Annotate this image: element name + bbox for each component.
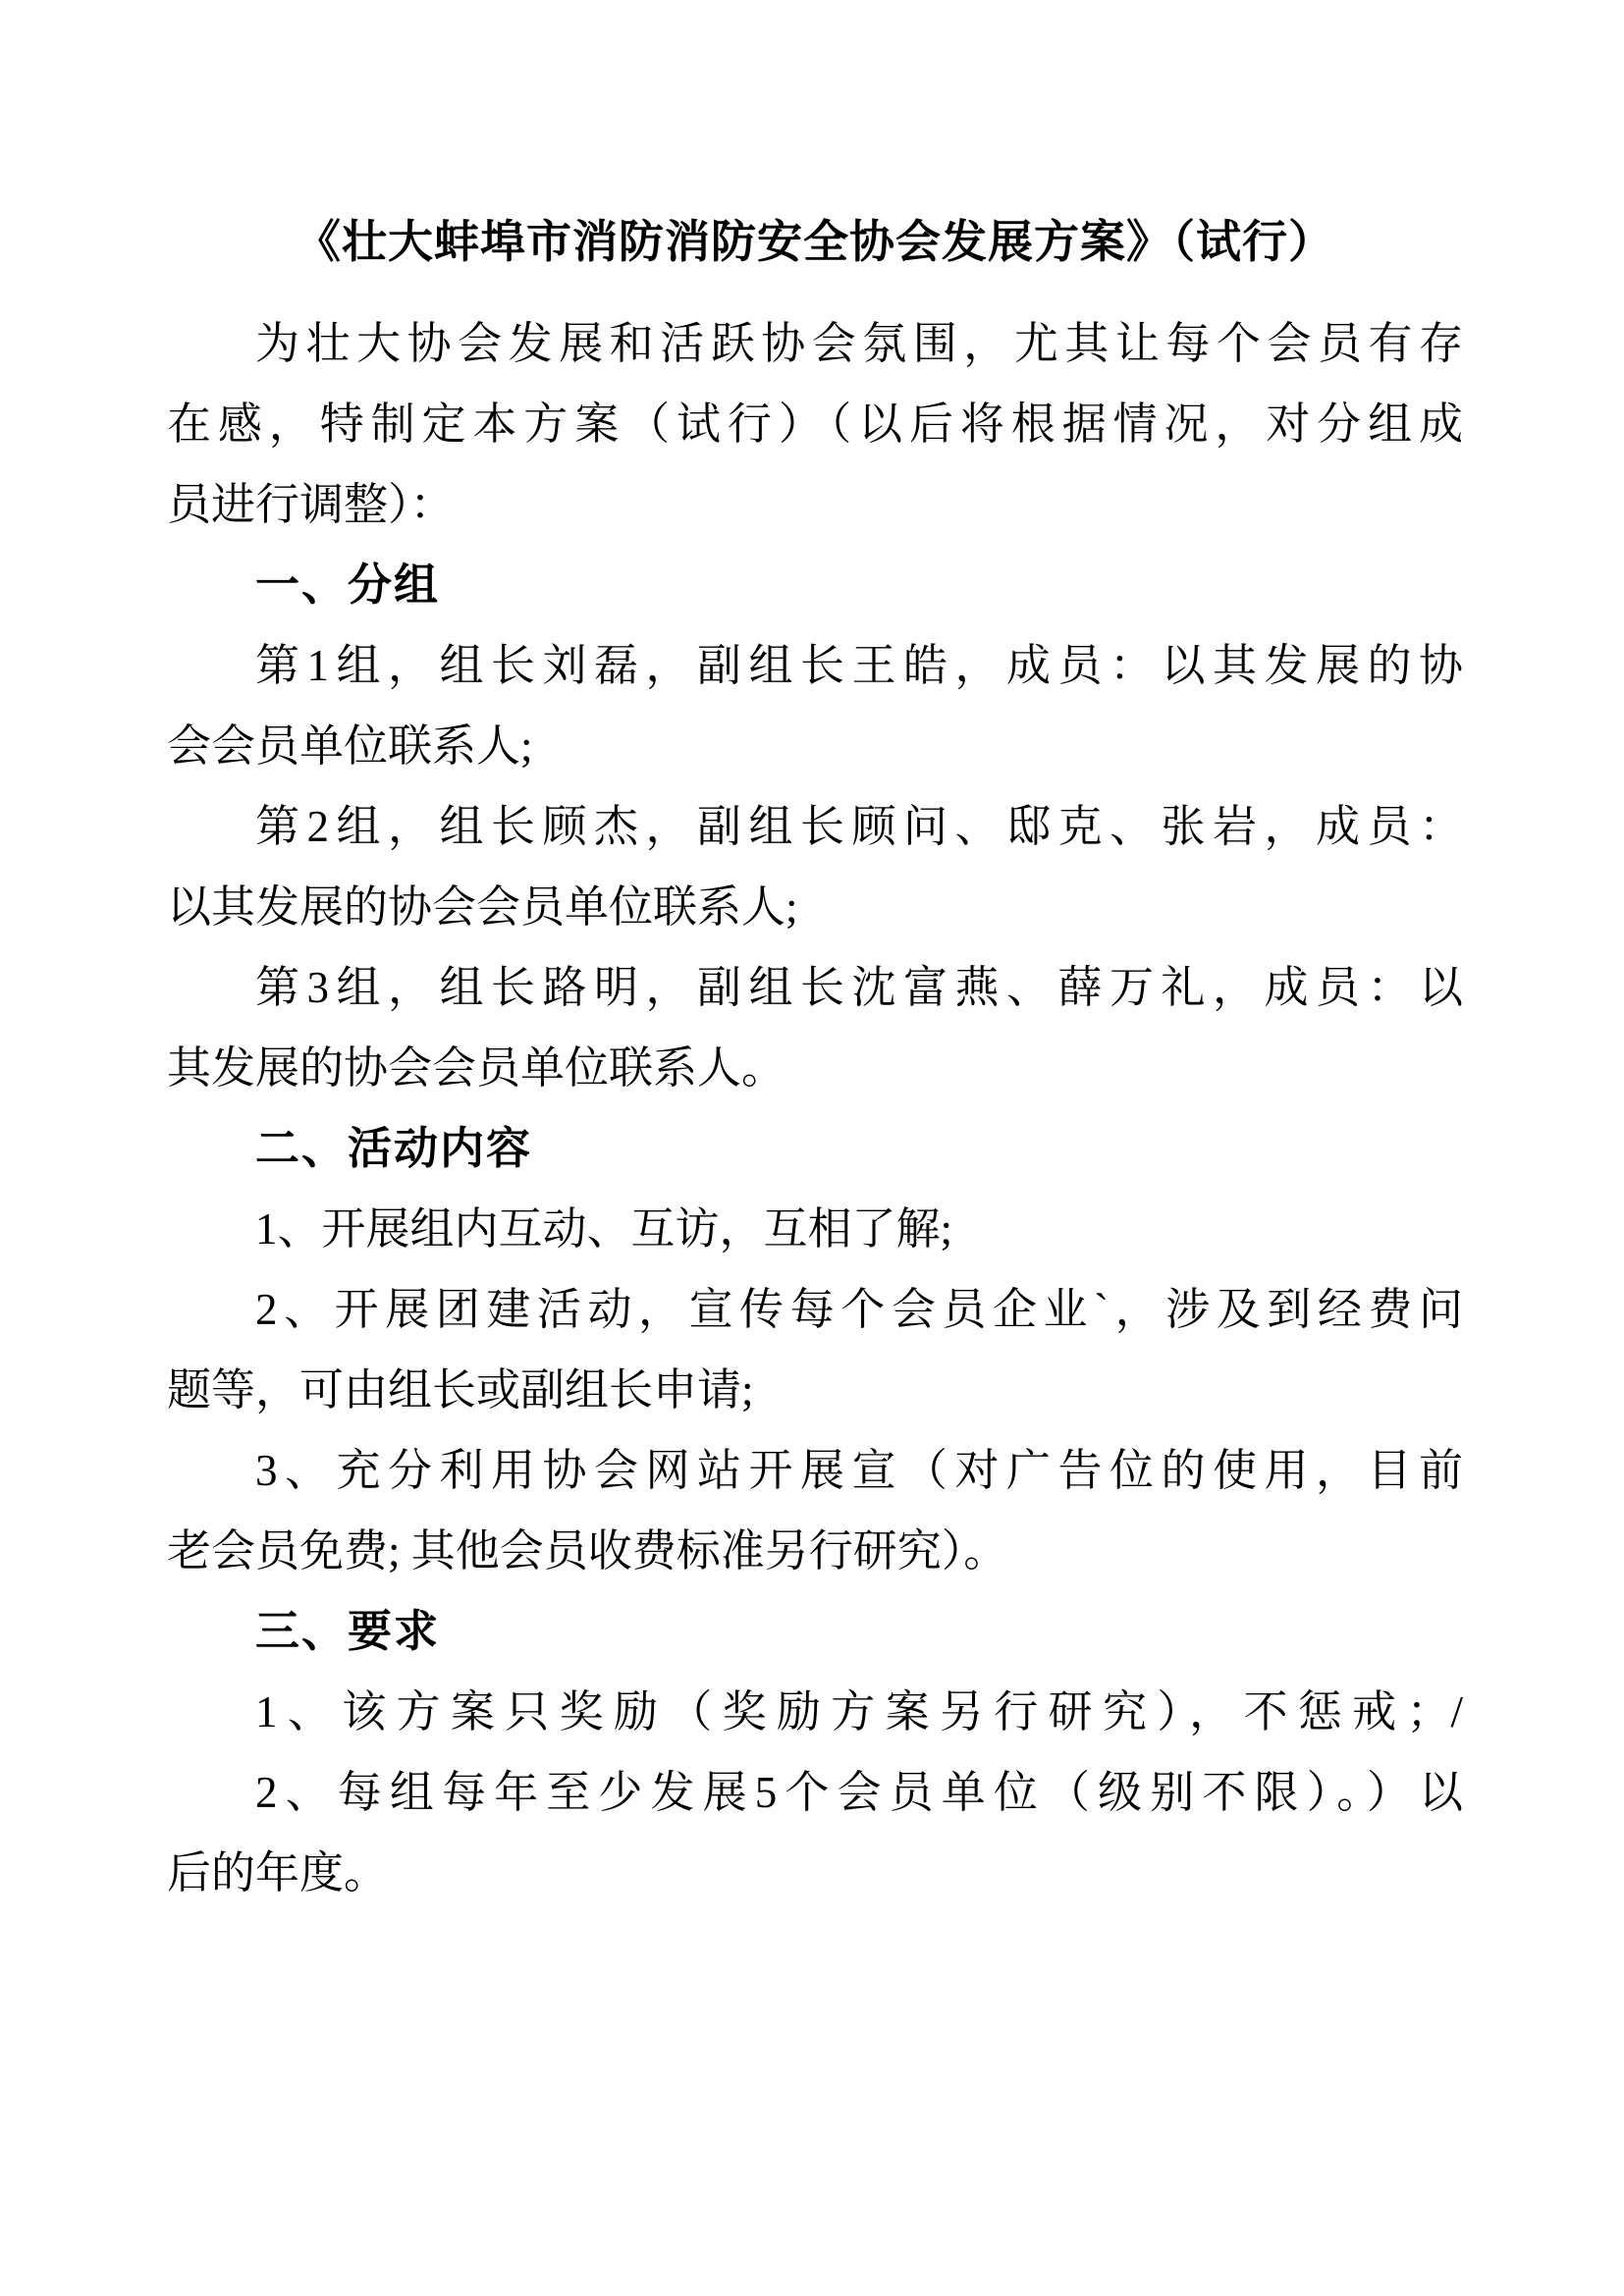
text-line: 后的年度。 [167, 1848, 389, 1897]
text-line: 老会员免费; 其他会员收费标准另行研究）。 [167, 1526, 1008, 1575]
text-line: 3、充分利用协会网站开展宣（对广告位的使用，目前 [255, 1446, 1463, 1495]
text-line: 会会员单位联系人; [167, 721, 533, 771]
text-line: 第3组，组长路明，副组长沈富燕、薛万礼，成员：以 [255, 963, 1463, 1012]
text-line: 题等，可由组长或副组长申请; [167, 1365, 754, 1415]
section-heading: 一、分组 [255, 560, 441, 610]
section-heading: 三、要求 [255, 1606, 441, 1656]
document-title: 《壮大蚌埠市消防消防安全协会发展方案》（试行） [296, 216, 1334, 267]
text-line: 1、开展组内互动、互访，互相了解; [255, 1204, 953, 1254]
text-line: 以其发展的协会会员单位联系人; [167, 882, 798, 932]
text-line: 其发展的协会会员单位联系人。 [167, 1043, 786, 1093]
text-line: 第2组，组长顾杰，副组长顾问、邸克、张岩，成员： [255, 802, 1463, 851]
text-line: 1、该方案只奖励（奖励方案另行研究），不惩戒；/ [255, 1687, 1463, 1736]
document-body [167, 303, 1463, 1913]
text-line: 在感，特制定本方案（试行）（以后将根据情况，对分组成 [167, 400, 1463, 449]
text-line: 2、每组每年至少发展5个会员单位（级别不限）。）以 [255, 1768, 1463, 1817]
text-line: 2、开展团建活动，宣传每个会员企业`，涉及到经费问 [255, 1285, 1463, 1334]
document-content [167, 201, 1463, 1913]
text-line: 为壮大协会发展和活跃协会氛围，尤其让每个会员有存 [255, 319, 1463, 368]
text-line: 员进行调整）： [167, 480, 455, 529]
text-line: 第1组，组长刘磊，副组长王皓，成员：以其发展的协 [255, 641, 1463, 690]
section-heading: 二、活动内容 [255, 1123, 533, 1173]
